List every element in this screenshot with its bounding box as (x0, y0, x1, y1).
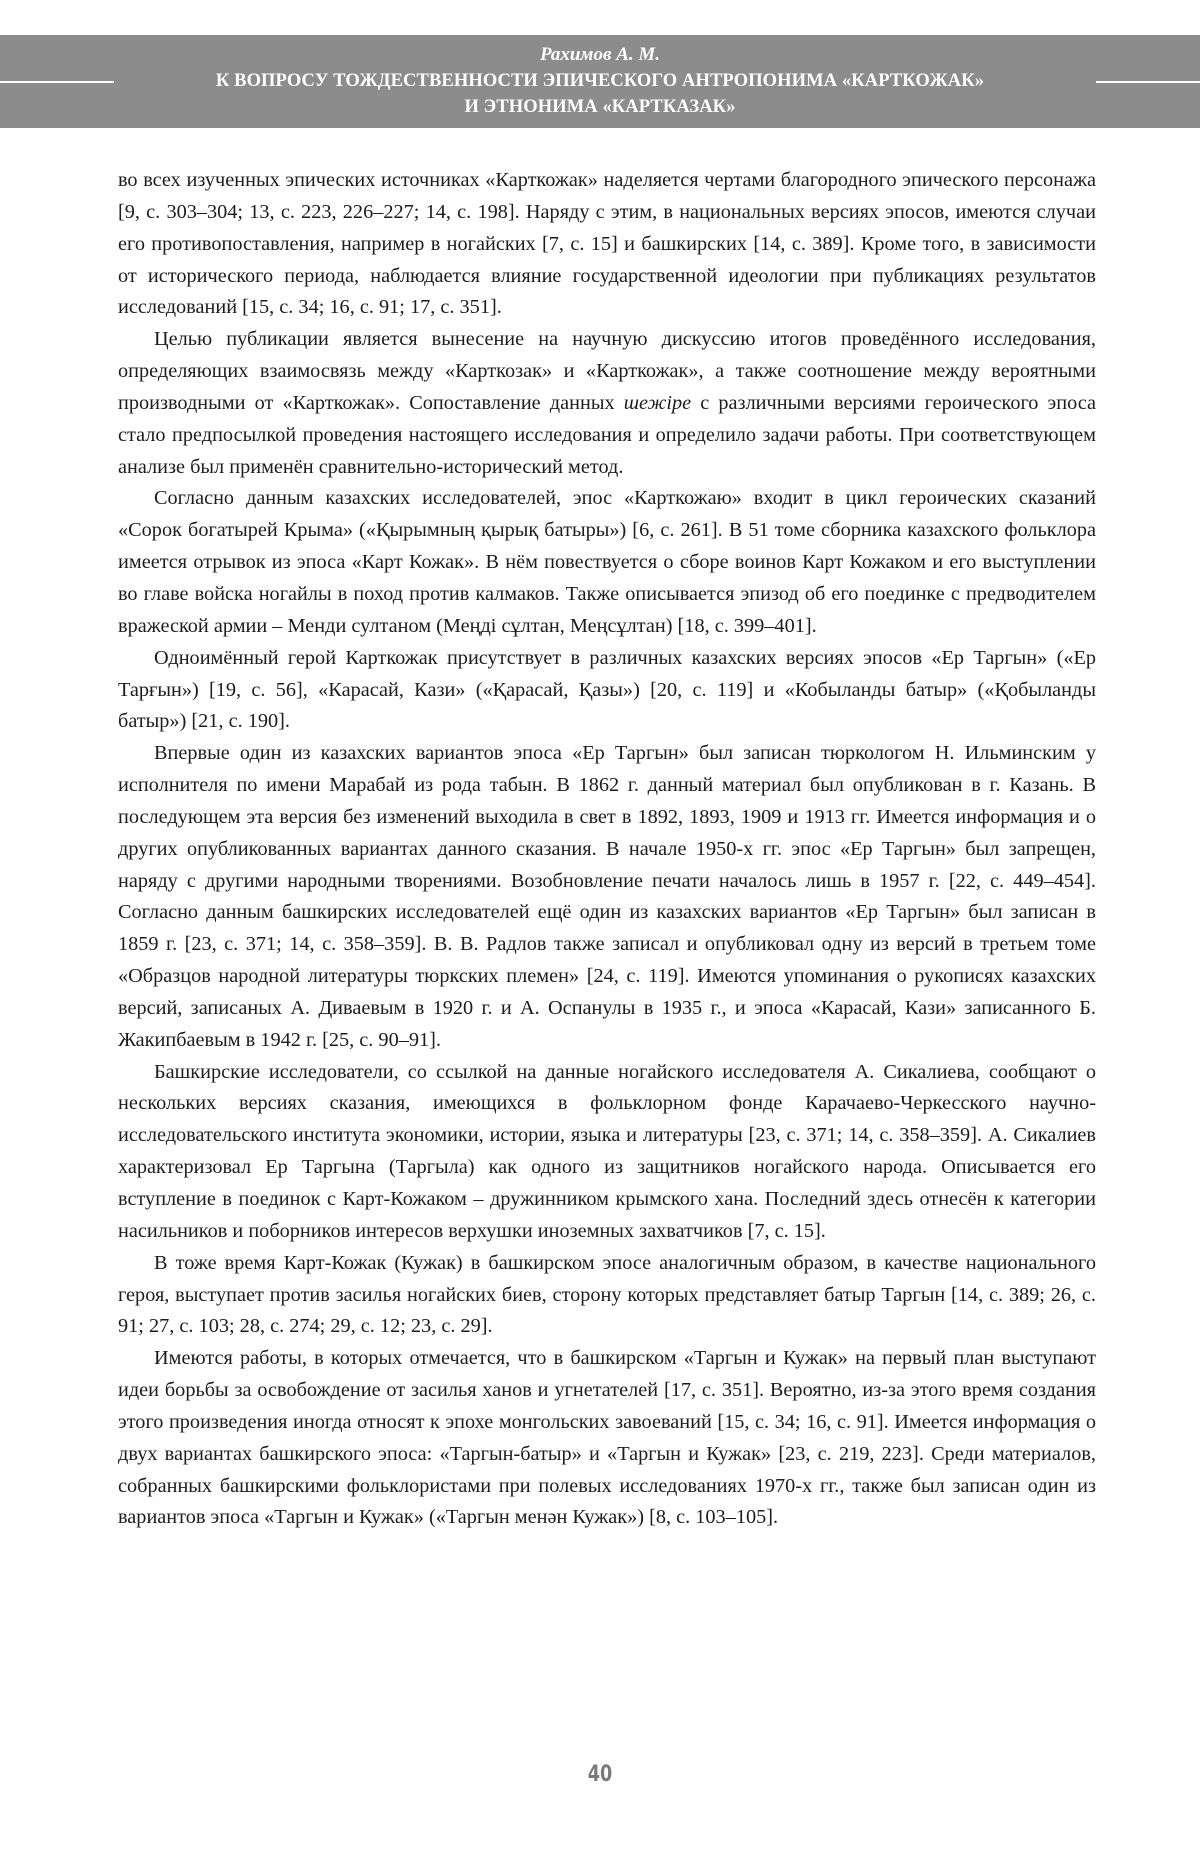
paragraph-4: Одноимённый герой Карткожак присутствует в различных казахских версиях эпосов «Ер Таргын» («Ер Тарғын») [19, с. 56], «Карасай, Кази» («Қарасай, Қазы») [20, с. 119] и «Кобыланды батыр» («Қобыланды батыр») [21, с. 190]. (118, 646, 1096, 733)
paragraph-8: Имеются работы, в которых отмечается, что в башкирском «Таргын и Кужак» на первый план выступают идеи борьбы за освобождение от засилья ханов и угнетателей [17, с. 351]. Вероятно, из-за этого время создания этого произведения иногда относят к эпохе монгольских завоеваний [15, с. 34; 16, с. 91]. Имеется информация о двух вариантах башкирского эпоса: «Таргын-батыр» и «Таргын и Кужак» [23, с. 219, 223]. Среди материалов, собранных башкирскими фольклористами при полевых исследованиях 1970-х гг., также был записан один из вариантов эпоса «Таргын и Кужак» («Таргын менән Кужак») [8, с. 103–105]. (118, 1347, 1096, 1529)
header-title-line-1: К ВОПРОСУ ТОЖДЕСТВЕННОСТИ ЭПИЧЕСКОГО АНТРОПОНИМА «КАРТКОЖАК» (215, 71, 985, 91)
paragraph-2-part-2: с различными версиями героического эпоса стало предпосылкой проведения настоящего исследования и определило задачи работы. При соответствующем анализе был применён сравнительно-исторический метод. (118, 391, 1097, 478)
header-title-line-2: И ЭТНОНИМА «КАРТКАЗАК» (464, 97, 736, 117)
paragraph-1: во всех изученных эпических источниках «Карткожак» наделяется чертами благородного эпического персонажа [9, с. 303–304; 13, с. 223, 226–227; 14, с. 198]. Наряду с этим, в национальных версиях эпосов, имеются случаи его противопоставления, например в ногайских [7, с. 15] и башкирских [14, с. 389]. Кроме того, в зависимости от исторического периода, наблюдается влияние государственной идеологии при публикациях результатов исследований [15, с. 34; 16, с. 91; 17, с. 351]. (118, 169, 1096, 319)
paragraph-5: Впервые один из казахских вариантов эпоса «Ер Таргын» был записан тюркологом Н. Ильминским у исполнителя по имени Марабай из рода табын. В 1862 г. данный материал был опубликован в г. Казань. В последующем эта версия без изменений выходила в свет в 1892, 1893, 1909 и 1913 гг. Имеется информация и о других опубликованных вариантах данного сказания. В начале 1950-х гг. эпос «Ер Таргын» был запрещен, наряду с другими народными творениями. Возобновление печати началось лишь в 1957 г. [22, с. 449–454]. Согласно данным башкирских исследователей ещё один из казахских вариантов «Ер Таргын» был записан в 1859 г. [23, с. 371; 14, с. 358–359]. В. В. Радлов также записал и опубликовал одну из версий в третьем томе «Образцов народной литературы тюркских племен» [24, с. 119]. Имеются упоминания о рукописях казахских версий, записаных А. Диваевым в 1920 г. и А. Оспанулы в 1935 г., и эпоса «Карасай, Кази» записанного Б. Жакипбаевым в 1942 г. [25, с. 90–91]. (118, 742, 1096, 1051)
term-shezhire: шежіре (623, 391, 692, 414)
paragraph-2-part-1: Целью публикации является вынесение на научную дискуссию итогов проведённого исследования, определяющих взаимосвязь между «Карткозак» и «Карткожак», а также соотношение между вероятными производными от «Карткожак». Сопоставление данных (118, 328, 1096, 414)
paragraph-6: Башкирские исследователи, со ссылкой на данные ногайского исследователя А. Сикалиева, сообщают о нескольких версиях сказания, имеющихся в фольклорном фонде Карачаево-Черкесского научно-исследовательского института экономики, истории, языка и литературы [23, с. 371; 14, с. 358–359]. А. Сикалиев характеризовал Ер Таргына (Таргыла) как одного из защитников ногайского народа. Описывается его вступление в поединок с Карт-Кожаком – дружинником крымского хана. Последний здесь отнесён к категории насильников и поборников интересов верхушки иноземных захватчиков [7, с. 15]. (118, 1060, 1096, 1242)
header-author: Рахимов А. М. (539, 44, 661, 65)
paragraph-3: Согласно данным казахских исследователей, эпос «Карткожаю» входит в цикл героических сказаний «Сорок богатырей Крыма» («Қырымның қырық батыры») [6, с. 261]. В 51 томе сборника казахского фольклора имеется отрывок из эпоса «Карт Кожак». В нём повествуется о сборе воинов Карт Кожаком и его выступлении во главе войска ногайлы в поход против калмаков. Также описывается эпизод об его поединке с предводителем вражеской армии – Менди султаном (Меңді сұлтан, Меңсұлтан) [18, с. 399–401]. (118, 487, 1096, 637)
page-number: 40 (587, 1762, 613, 1787)
paragraph-7: В тоже время Карт-Кожак (Кужак) в башкирском эпосе аналогичным образом, в качестве национального героя, выступает против засилья ногайских биев, сторону которых представляет батыр Таргын [14, с. 389; 26, с. 91; 27, с. 103; 28, с. 274; 29, с. 12; 23, с. 29]. (118, 1251, 1096, 1338)
running-header (0, 42, 1200, 120)
article-body (118, 165, 1096, 1534)
paragraph-2 (118, 324, 1096, 483)
